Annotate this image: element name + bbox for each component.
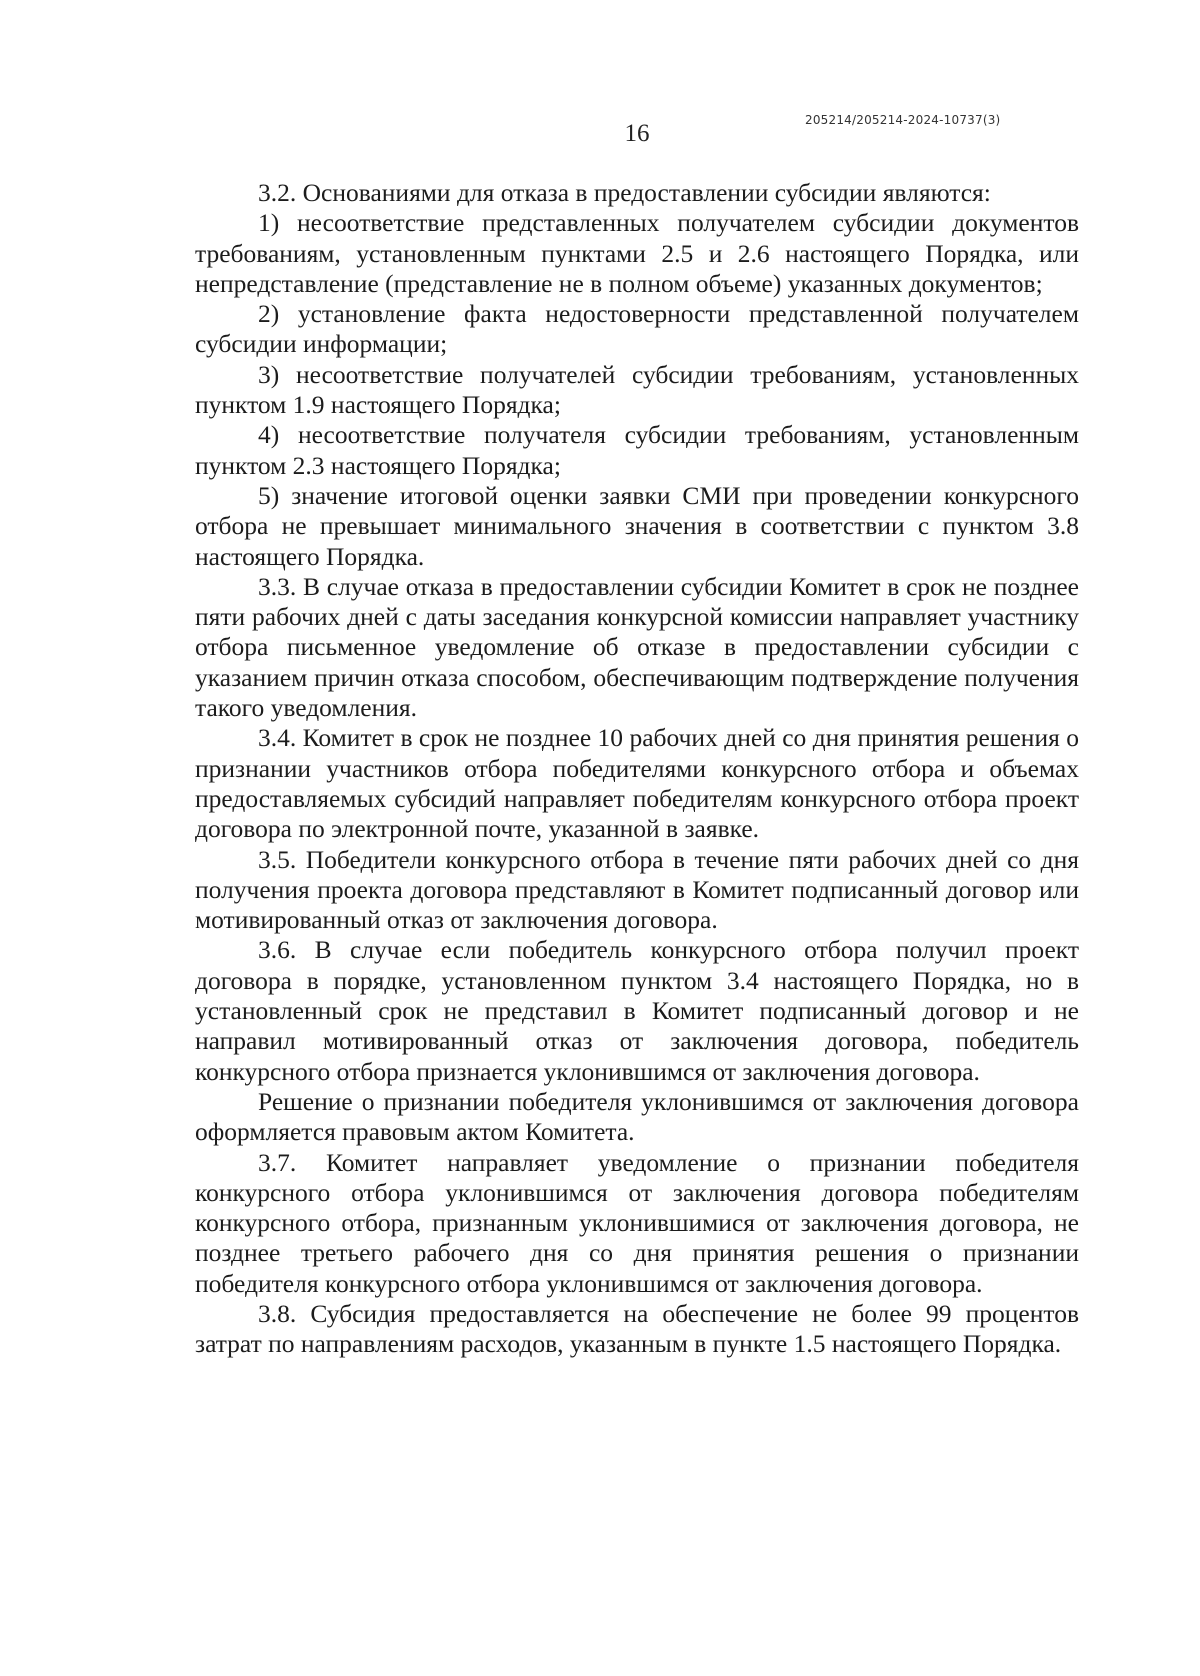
paragraph-3-8: 3.8. Субсидия предоставляется на обеспечение не более 99 процентов затрат по направлениям расходов, указанным в пункте 1.5 настоящего Порядка.: [195, 1298, 1079, 1359]
page-number: 16: [624, 120, 650, 147]
paragraph-3-2-item-3: 3) несоответствие получателей субсидии требованиям, установленных пунктом 1.9 настоящего Порядка;: [195, 359, 1079, 420]
document-body: [195, 178, 1079, 1360]
paragraph-3-6: 3.6. В случае если победитель конкурсного отбора получил проект договора в порядке, установленном пунктом 3.4 настоящего Порядка, но в установленный срок не представил в Комитет подписанный договор и не направил мотивированный отказ от заключения договора, победитель конкурсного отбора признается уклонившимся от заключения договора.: [195, 935, 1079, 1086]
paragraph-3-3: 3.3. В случае отказа в предоставлении субсидии Комитет в срок не позднее пяти рабочих дней с даты заседания конкурсной комиссии направляет участнику отбора письменное уведомление об отказе в предоставлении субсидии с указанием причин отказа способом, обеспечивающим подтверждение получения такого уведомления.: [195, 571, 1079, 723]
paragraph-3-4: 3.4. Комитет в срок не позднее 10 рабочих дней со дня принятия решения о признании участников отбора победителями конкурсного отбора и объемах предоставляемых субсидий направляет победителям конкурсного отбора проект договора по электронной почте, указанной в заявке.: [195, 723, 1079, 844]
paragraph-3-2-item-1: 1) несоответствие представленных получателем субсидии документов требованиям, установленным пунктами 2.5 и 2.6 настоящего Порядка, или непредставление (представление не в полном объеме) указанных документов;: [195, 208, 1079, 298]
paragraph-3-2-item-2: 2) установление факта недостоверности представленной получателем субсидии информации;: [195, 299, 1079, 359]
paragraph-3-2-item-4: 4) несоответствие получателя субсидии требованиям, установленным пунктом 2.3 настоящего Порядка;: [195, 420, 1079, 480]
document-id: 205214/205214-2024-10737(3): [805, 113, 1001, 127]
paragraph-3-2: 3.2. Основаниями для отказа в предоставлении субсидии являются:: [258, 178, 991, 207]
paragraph-3-5: 3.5. Победители конкурсного отбора в течение пяти рабочих дней со дня получения проекта договора представляют в Комитет подписанный договор или мотивированный отказ от заключения договора.: [195, 844, 1079, 935]
paragraph-3-6-decision: Решение о признании победителя уклонившимся от заключения договора оформляется правовым актом Комитета.: [195, 1086, 1079, 1147]
paragraph-3-2-item-5: 5) значение итоговой оценки заявки СМИ при проведении конкурсного отбора не превышает минимального значения в соответствии с пунктом 3.8 настоящего Порядка.: [195, 480, 1079, 571]
paragraph-3-7: 3.7. Комитет направляет уведомление о признании победителя конкурсного отбора уклонившимся от заключения договора победителям конкурсного отбора, признанным уклонившимися от заключения договора, не позднее третьего рабочего дня со дня принятия решения о признании победителя конкурсного отбора уклонившимся от заключения договора.: [195, 1147, 1079, 1298]
